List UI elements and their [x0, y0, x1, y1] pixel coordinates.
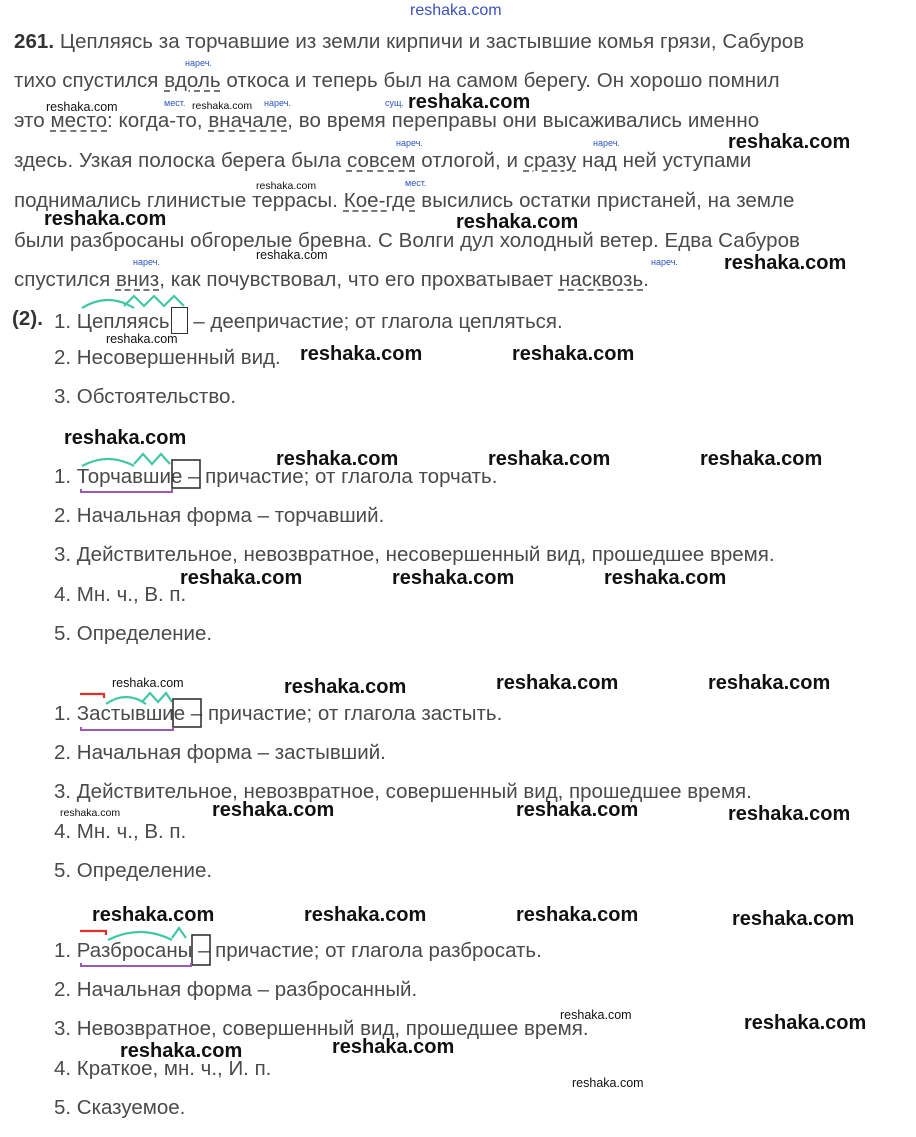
watermark: reshaka.com — [488, 448, 611, 470]
morpheme-marks — [78, 290, 208, 330]
watermark: reshaka.com — [408, 91, 531, 113]
line-text: , во время переправы они высаживались именно — [287, 109, 760, 132]
watermark: reshaka.com — [276, 448, 399, 470]
line-text: отлогой, и — [415, 149, 524, 172]
watermark: reshaka.com — [284, 676, 407, 698]
analyzed-word: Цепляясь — [76, 310, 170, 333]
watermark: reshaka.com — [744, 1012, 867, 1034]
line-text: – причастие; от глагола торчать. — [182, 465, 498, 488]
watermark: reshaka.com — [724, 252, 847, 274]
watermark: reshaka.com — [560, 1008, 632, 1022]
analyzed-word: Разбросаны — [76, 939, 193, 962]
analysis-line: 4. Мн. ч., В. п. — [54, 583, 187, 606]
analysis-line: 3. Действительное, невозвратное, совершенный вид, прошедшее время. — [54, 780, 752, 803]
analysis-line: 3. Невозвратное, совершенный вид, прошедшее время. — [54, 1017, 589, 1040]
watermark: reshaka.com — [44, 208, 167, 230]
pos-label: сущ. — [385, 98, 404, 108]
pos-label: мест. — [164, 98, 186, 108]
morpheme-marks — [78, 448, 208, 494]
line-text: над ней уступами — [576, 149, 752, 172]
line-text: высились остатки пристаней, на земле — [415, 189, 795, 212]
underlined-word: вдоль — [164, 69, 221, 92]
item-number: 1. — [54, 465, 77, 488]
analyzed-word: Застывшие — [76, 702, 186, 725]
watermark: reshaka.com — [256, 180, 317, 192]
item-number: 1. — [54, 939, 77, 962]
exercise-number: 261. — [14, 30, 55, 53]
watermark: reshaka.com — [392, 567, 515, 589]
watermark: reshaka.com — [64, 427, 187, 449]
watermark: reshaka.com — [256, 248, 328, 262]
watermark: reshaka.com — [572, 1076, 644, 1090]
analyzed-word: Торчавшие — [76, 465, 183, 488]
underlined-word: вначале — [208, 109, 288, 132]
exercise-line-7 — [14, 268, 649, 292]
watermark: reshaka.com — [180, 567, 303, 589]
underlined-word: сразу — [523, 149, 577, 172]
pos-label: нареч. — [593, 138, 620, 148]
watermark: reshaka.com — [708, 672, 831, 694]
watermark: reshaka.com — [192, 100, 253, 112]
pos-label: нареч. — [185, 58, 212, 68]
analysis-line: 2. Начальная форма – застывший. — [54, 741, 386, 764]
underlined-word: совсем — [346, 149, 416, 172]
pos-label: нареч. — [396, 138, 423, 148]
watermark: reshaka.com — [728, 131, 851, 153]
watermark: reshaka.com — [46, 100, 118, 114]
watermark: reshaka.com — [516, 799, 639, 821]
morpheme-marks — [78, 686, 208, 732]
watermark: reshaka.com — [120, 1040, 243, 1062]
line-text: . — [643, 268, 649, 291]
watermark: reshaka.com — [304, 904, 427, 926]
underlined-word: Кое-где — [343, 189, 416, 212]
analysis-line: 5. Определение. — [54, 622, 213, 645]
analysis-line: 2. Несовершенный вид. — [54, 346, 281, 369]
watermark-top: reshaka.com — [410, 2, 502, 19]
watermark: reshaka.com — [60, 807, 121, 819]
analysis-line: 4. Краткое, мн. ч., И. п. — [54, 1057, 272, 1080]
item-number: 1. — [54, 310, 77, 333]
watermark: reshaka.com — [516, 904, 639, 926]
exercise-line-6 — [14, 229, 800, 253]
line-text: поднимались глинистые террасы. — [14, 189, 344, 212]
watermark: reshaka.com — [496, 672, 619, 694]
line-text: , как почувствовал, что его прохватывает — [159, 268, 559, 291]
watermark: reshaka.com — [92, 904, 215, 926]
analysis-line: 4. Мн. ч., В. п. — [54, 820, 187, 843]
line-text: : когда-то, — [107, 109, 209, 132]
watermark: reshaka.com — [112, 676, 184, 690]
underlined-word: насквозь — [558, 268, 644, 291]
pos-label: нареч. — [264, 98, 291, 108]
line-text: спустился — [14, 268, 116, 291]
analysis-line: 3. Действительное, невозвратное, несовершенный вид, прошедшее время. — [54, 543, 775, 566]
watermark: reshaka.com — [456, 211, 579, 233]
watermark: reshaka.com — [300, 343, 423, 365]
line-text: откоса и теперь был на самом берегу. Он хорошо помнил — [220, 69, 780, 92]
pos-label: нареч. — [651, 257, 678, 267]
pos-label: нареч. — [133, 257, 160, 267]
watermark: reshaka.com — [212, 799, 335, 821]
watermark: reshaka.com — [512, 343, 635, 365]
line-text: Цепляясь за торчавшие из земли кирпичи и застывшие комья грязи, Сабуров — [59, 30, 805, 53]
watermark: reshaka.com — [728, 803, 851, 825]
part-label: (2). — [12, 307, 43, 330]
item-number: 1. — [54, 702, 77, 725]
line-text: – причастие; от глагола разбросать. — [192, 939, 542, 962]
exercise-line-1 — [14, 30, 804, 54]
exercise-line-3 — [14, 109, 759, 133]
line-text: тихо спустился — [14, 69, 165, 92]
line-text: – причастие; от глагола застыть. — [185, 702, 503, 725]
underlined-word: вниз — [115, 268, 160, 291]
exercise-line-4 — [14, 149, 751, 173]
analysis-line: 5. Сказуемое. — [54, 1096, 186, 1119]
exercise-line-2 — [14, 69, 780, 93]
analysis-line: 5. Определение. — [54, 859, 213, 882]
watermark: reshaka.com — [700, 448, 823, 470]
watermark: reshaka.com — [106, 332, 178, 346]
watermark: reshaka.com — [332, 1036, 455, 1058]
watermark: reshaka.com — [732, 908, 855, 930]
watermark: reshaka.com — [604, 567, 727, 589]
pos-label: мест. — [405, 178, 427, 188]
line-text: здесь. Узкая полоска берега была — [14, 149, 347, 172]
analysis-line: 2. Начальная форма – разбросанный. — [54, 978, 418, 1001]
analysis-line: 2. Начальная форма – торчавший. — [54, 504, 385, 527]
line-text: – деепричастие; от глагола цепляться. — [187, 310, 563, 333]
line-text: были разбросаны обгорелые бревна. С Волги дул холодный ветер. Едва Сабуров — [14, 229, 800, 252]
line-text: это — [14, 109, 51, 132]
analysis-line: 3. Обстоятельство. — [54, 385, 237, 408]
underlined-word: место — [50, 109, 108, 132]
morpheme-marks — [78, 922, 218, 968]
